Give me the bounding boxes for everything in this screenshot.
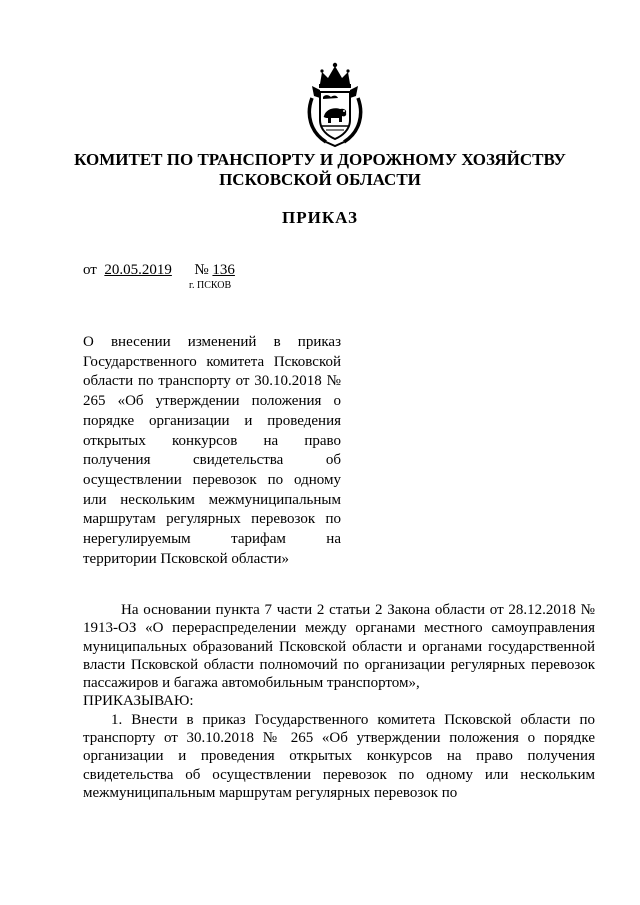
- pskov-coat-of-arms-icon: [304, 62, 366, 148]
- from-label: от: [83, 262, 97, 278]
- organization-title: [40, 150, 600, 190]
- order-date: 20.05.2019: [104, 262, 172, 278]
- order-body: [83, 601, 595, 802]
- number-label: №: [194, 262, 209, 278]
- city-label: г. ПСКОВ: [189, 280, 232, 291]
- order-item-1: 1. Внести в приказ Государственного комитета Псковской области по транспорту от 30.10.2018 № 265 «Об утверждении положения о порядке организации и проведения открытых конкурсов на право получения свидетельства об осуществлении перевозок по одному или нескольким межмуниципальным маршрутам регулярных перевозок по: [83, 711, 595, 801]
- order-date-number: [83, 262, 235, 279]
- organization-title-line1: КОМИТЕТ ПО ТРАНСПОРТУ И ДОРОЖНОМУ ХОЗЯЙСТВУ: [74, 150, 566, 169]
- document-type: ПРИКАЗ: [282, 208, 358, 227]
- preamble-paragraph: На основании пункта 7 части 2 статьи 2 Закона области от 28.12.2018 № 1913-ОЗ «О перераспределении между органами местного самоуправления муниципальных образований Псковской области и органами государственной власти Псковской области полномочий по организации регулярных перевозок пассажиров и багажа автомобильным транспортом»,: [83, 602, 595, 692]
- order-number: 136: [212, 262, 235, 278]
- organization-title-line2: ПСКОВСКОЙ ОБЛАСТИ: [219, 170, 421, 189]
- order-word: ПРИКАЗЫВАЮ:: [83, 693, 194, 710]
- order-subject: О внесении изменений в приказ Государственного комитета Псковской области по транспорту от 30.10.2018 № 265 «Об утверждении положения о порядке организации и проведения открытых конкурсов на право получения свидетельства об осуществлении перевозок по одному или нескольким межмуниципальным маршрутам регулярных перевозок по нерегулируемым тарифам на территории Псковской области»: [83, 334, 341, 567]
